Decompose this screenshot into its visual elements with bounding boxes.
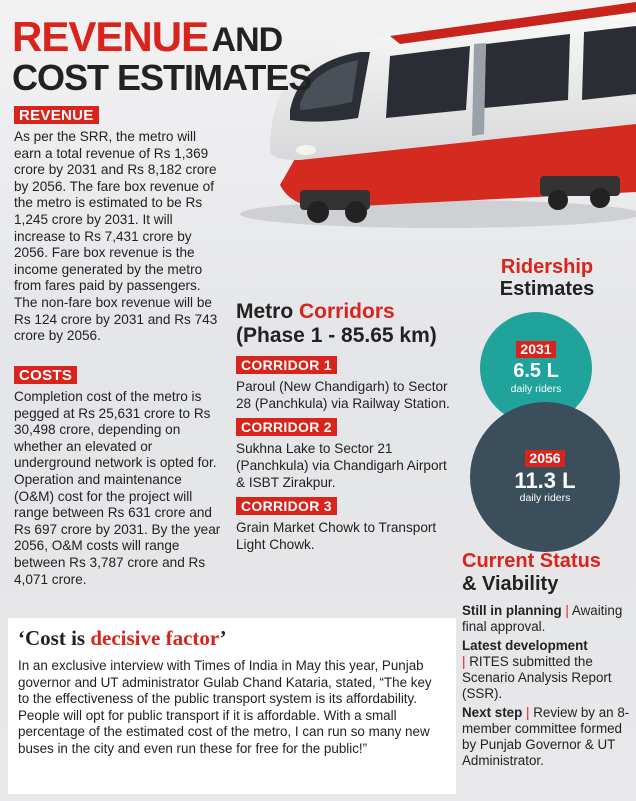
revenue-section xyxy=(14,106,224,345)
status-item-3-text: Review by an 8-member committee formed by Punjab Governor & UT Administrator. xyxy=(462,705,630,768)
status-item-2-label: Latest development xyxy=(462,638,588,653)
separator-pipe: | xyxy=(526,705,530,720)
corridors-title-dark: Metro xyxy=(236,300,299,323)
corridor-3-tag: CORRIDOR 3 xyxy=(236,497,337,515)
ridership-2056-year: 2056 xyxy=(525,450,564,467)
status-item xyxy=(462,603,634,635)
corridors-title-red: Corridors xyxy=(299,300,395,323)
corridor-2-tag: CORRIDOR 2 xyxy=(236,418,337,436)
corridor-item xyxy=(236,356,456,412)
revenue-text: As per the SRR, the metro will earn a total revenue of Rs 1,369 crore by 2031 and Rs 8,182 crore by 2056. The fare box revenue of the metro is estimated to be Rs 1,245 crore by 2031. It will increase to Rs 7,431 crore by 2056. Fare box revenue is the income generated by the metro from fares paid by passengers. The non-fare box revenue will be Rs 124 crore by 2031 and Rs 743 crore by 2056. xyxy=(14,129,218,344)
ridership-title-red: Ridership xyxy=(500,256,594,278)
costs-tag: COSTS xyxy=(14,366,77,384)
ridership-2056-value: 11.3 L xyxy=(514,467,576,493)
status-title-dark: & Viability xyxy=(462,573,559,595)
ridership-2056-circle xyxy=(470,402,620,552)
quote-title-dark: ‘Cost is xyxy=(18,626,91,650)
metro-corridors-section xyxy=(236,300,456,553)
headline xyxy=(12,13,312,98)
ridership-2031-value: 6.5 L xyxy=(513,359,559,382)
headline-word-and: AND xyxy=(211,21,283,59)
status-item-2-text: RITES submitted the Scenario Analysis Report (SSR). xyxy=(462,654,612,701)
status-item-1-text: Awaiting final approval. xyxy=(462,603,623,634)
quote-title-red: decisive factor xyxy=(90,626,220,650)
status-item xyxy=(462,638,634,702)
ridership-2031-unit: daily riders xyxy=(510,382,562,395)
ridership-heading xyxy=(462,256,632,300)
current-status-section xyxy=(462,550,634,772)
corridor-item xyxy=(236,418,456,491)
status-item xyxy=(462,705,634,769)
costs-text: Completion cost of the metro is pegged at Rs 25,631 crore to Rs 30,498 crore, depending on whether an elevated or underground network is opted for. Operation and maintenance (O&M) cost for the project will range between Rs 631 crore and Rs 697 crore by 2031. By the year 2056, O&M costs will range between Rs 3,787 crore and Rs 4,071 crore. xyxy=(14,389,221,587)
separator-pipe: | xyxy=(462,654,466,669)
headline-line2: COST ESTIMATES xyxy=(12,57,312,98)
corridor-1-tag: CORRIDOR 1 xyxy=(236,356,337,374)
separator-pipe: | xyxy=(565,603,569,618)
quote-title-end: ’ xyxy=(219,626,227,650)
corridor-item xyxy=(236,497,456,553)
status-item-3-label: Next step xyxy=(462,705,523,720)
headline-word-revenue: REVENUE xyxy=(12,13,209,60)
ridership-title-dark: Estimates xyxy=(499,278,595,300)
status-item-1-label: Still in planning xyxy=(462,603,562,618)
corridor-3-text: Grain Market Chowk to Transport Light Chowk. xyxy=(236,520,437,552)
corridors-subtitle: (Phase 1 - 85.65 km) xyxy=(236,324,437,347)
costs-section xyxy=(14,366,224,588)
corridor-1-text: Paroul (New Chandigarh) to Sector 28 (Panchkula) via Railway Station. xyxy=(236,379,450,411)
quote-title xyxy=(18,626,446,650)
corridor-2-text: Sukhna Lake to Sector 21 (Panchkula) via Chandigarh Airport & ISBT Zirakpur. xyxy=(236,441,447,490)
status-title-red: Current Status xyxy=(462,550,601,572)
quote-text: In an exclusive interview with Times of India in May this year, Punjab governor and UT administrator Gulab Chand Kataria, stated, “The key to the effectiveness of the public transport system is its affordability. People will opt for public transport if it is affordable. With a small percentage of the estimated cost of the metro, I can run so many new buses in the city and even run these for free for the public!” xyxy=(18,658,432,756)
ridership-2031-year: 2031 xyxy=(516,341,555,358)
ridership-2056-unit: daily riders xyxy=(519,491,571,504)
quote-box xyxy=(8,618,456,794)
revenue-tag: REVENUE xyxy=(14,106,99,124)
corridors-title xyxy=(236,300,456,324)
